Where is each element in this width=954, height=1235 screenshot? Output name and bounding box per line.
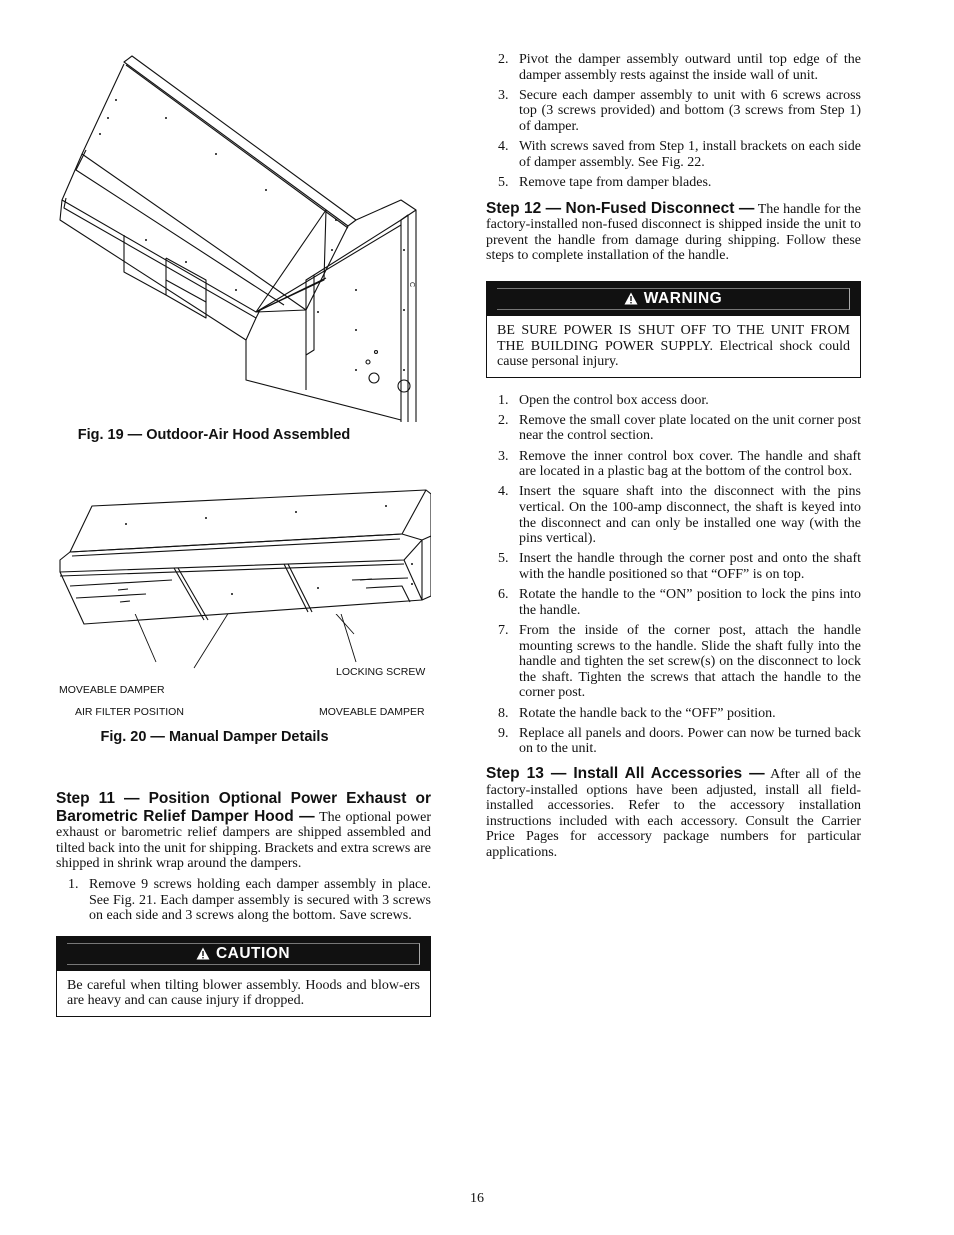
list-item — [486, 175, 861, 191]
list-item-number: 1. — [68, 876, 79, 892]
list-item — [486, 52, 861, 83]
list-item — [486, 551, 861, 582]
list-item — [56, 877, 431, 924]
caution-header — [57, 937, 430, 971]
fig20-leader-lines — [56, 614, 431, 714]
step-11-paragraph — [56, 790, 431, 872]
right-column — [486, 52, 861, 860]
outdoor-air-hood-drawing — [56, 50, 431, 422]
list-item-number: 9. — [498, 725, 509, 741]
list-item-number: 7. — [498, 622, 509, 638]
caution-text: Be careful when tilting blower assembly. Hoods and blow-ers are heavy and can cause injury if dropped. — [67, 977, 420, 1009]
list-item — [486, 413, 861, 444]
figure-19 — [56, 50, 431, 450]
list-item — [486, 726, 861, 757]
list-item-number: 2. — [498, 412, 509, 428]
list-item-number: 4. — [498, 484, 509, 500]
warning-box — [486, 281, 861, 378]
list-item-number: 1. — [498, 392, 509, 408]
list-item-text: Insert the square shaft into the disconnect with the pins vertical. On the 100-amp disconnect, the shaft is keyed into the disconnect and can only be installed one way (with the pins vertical). — [519, 484, 861, 547]
list-item-text: Replace all panels and doors. Power can now be turned back on to the unit. — [519, 725, 861, 757]
list-item — [486, 139, 861, 170]
list-item-text: Open the control box access door. — [519, 392, 709, 408]
step-12-list — [486, 393, 861, 757]
step-12-section — [486, 200, 861, 757]
list-item-text: Insert the handle through the corner post and onto the shaft with the handle positioned so that “OFF” is on top. — [519, 551, 861, 582]
warning-label: WARNING — [643, 289, 723, 307]
label-moveable-damper-right: MOVEABLE DAMPER — [319, 706, 425, 718]
fig20-caption: Fig. 20 — Manual Damper Details — [100, 729, 329, 745]
list-item — [486, 393, 861, 409]
list-item — [486, 587, 861, 618]
list-item-text: Pivot the damper assembly outward until top edge of the damper assembly rests against the inside wall of unit. — [519, 52, 861, 83]
step-12-body: The handle for the factory-installed non-fused disconnect is shipped inside the unit to prevent the handle from damage during shipping. Follow these steps to complete installation of the handle. — [486, 201, 862, 264]
step-12-paragraph — [486, 200, 861, 264]
step-11-list — [56, 877, 431, 924]
page-number: 16 — [470, 1191, 484, 1206]
list-item-text: Remove 9 screws holding each damper assembly in place. See Fig. 21. Each damper assembly is secured with 3 screws on each side and 3 screws along the bottom. Save screws. — [89, 876, 431, 924]
list-item-number: 2. — [498, 52, 509, 67]
step-11-body: The optional power exhaust or barometric relief dampers are shipped assembled and tilted back into the unit for shipping. Brackets and extra screws are shipped in shrink wrap around the dampers. — [56, 809, 432, 872]
caution-box — [56, 936, 431, 1017]
figure-20 — [56, 484, 431, 746]
list-item-text: Remove the inner control box cover. The handle and shaft are located in a plastic bag at the bottom of the control box. — [519, 448, 861, 480]
step-13-heading: Step 13 — Install All Accessories — — [486, 764, 765, 782]
label-locking-screw: LOCKING SCREW — [336, 666, 426, 678]
list-item-text: With screws saved from Step 1, install brackets on each side of damper assembly. See Fig. 22. — [519, 139, 861, 170]
list-item — [486, 484, 861, 546]
warning-triangle-icon — [196, 947, 210, 960]
list-item-text: Secure each damper assembly to unit with 6 screws across top (3 screws provided) and bottom (3 screws from Step 1) of damper. — [519, 87, 861, 134]
list-item-text: From the inside of the corner post, attach the handle mounting screws to the handle. Slide the shaft fully into the handle and tighten the set screw(s) on the disconnect to lock the shaft. Tighten the screws that attach the handle to the corner post. — [519, 622, 861, 701]
list-item — [486, 449, 861, 480]
step-13-body: After all of the factory-installed options have been adjusted, install all field-installed accessories. Refer to the accessory installation instructions included with each accessory. Consult the Carrier Price Pages for accessory package numbers for particular applications. — [486, 766, 861, 860]
step-13-section — [486, 765, 861, 861]
step-11-section — [56, 790, 431, 1017]
left-column — [56, 50, 431, 1017]
list-item — [486, 706, 861, 722]
list-item-text: Rotate the handle to the “ON” position to lock the pins into the handle. — [519, 587, 861, 618]
caution-label: CAUTION — [215, 944, 291, 962]
warning-text: BE SURE POWER IS SHUT OFF TO THE UNIT FROM THE BUILDING POWER SUPPLY. Electrical shock could cause personal injury. — [497, 322, 850, 370]
manual-damper-drawing — [56, 484, 431, 634]
list-item-number: 3. — [498, 87, 509, 103]
label-air-filter-position: AIR FILTER POSITION — [75, 706, 184, 718]
list-item-number: 5. — [498, 551, 509, 567]
list-item-number: 5. — [498, 174, 509, 190]
warning-triangle-icon — [624, 292, 638, 305]
fig19-caption: Fig. 19 — Outdoor-Air Hood Assembled — [77, 427, 351, 443]
list-item-number: 4. — [498, 139, 509, 155]
list-item-number: 8. — [498, 705, 509, 721]
list-item — [486, 88, 861, 135]
step-13-paragraph — [486, 765, 861, 861]
step-12-heading: Step 12 — Non-Fused Disconnect — — [486, 199, 755, 217]
list-item-text: Rotate the handle back to the “OFF” position. — [519, 705, 776, 721]
list-item — [486, 623, 861, 701]
list-item-number: 3. — [498, 448, 509, 464]
list-item-text: Remove tape from damper blades. — [519, 174, 712, 190]
warning-header — [487, 282, 860, 316]
list-item-number: 6. — [498, 587, 509, 603]
step-11-heading: Step 11 — Position Optional Power Exhaust or Barometric Relief Damper Hood — — [56, 790, 431, 825]
step-11-list-continued — [486, 52, 861, 191]
list-item-text: Remove the small cover plate located on the unit corner post near the control section. — [519, 412, 861, 444]
label-moveable-damper-left: MOVEABLE DAMPER — [59, 684, 165, 696]
fig19-mark: C — [408, 282, 415, 288]
